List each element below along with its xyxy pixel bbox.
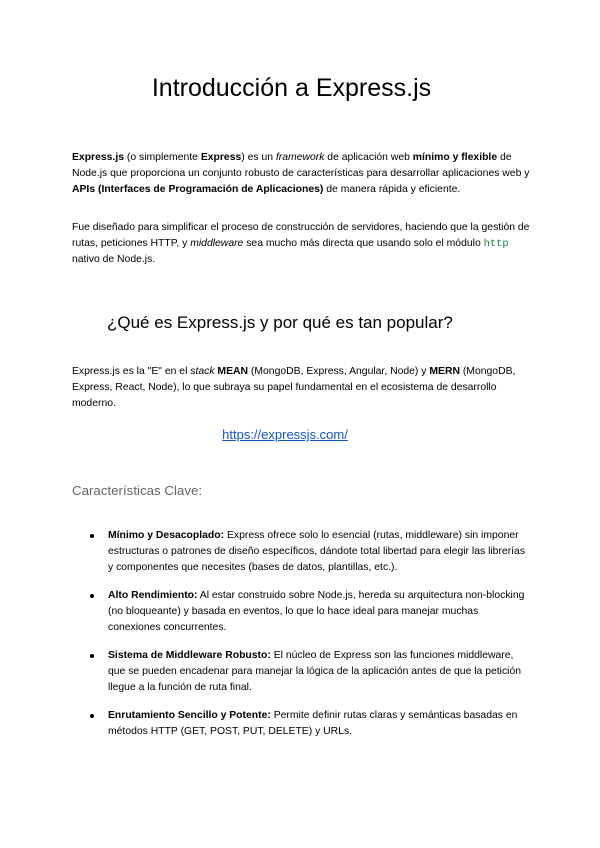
intro-italic-framework: framework [275, 152, 325, 163]
feature-list-item [108, 528, 528, 576]
bullet-icon [90, 654, 94, 658]
design-text: nativo de Node.js. [72, 254, 156, 265]
feature-text: Permite definir rutas claras y semánticas basadas en métodos HTTP (GET, POST, PUT, DELETE) y URLs. [108, 710, 518, 737]
popular-bold-mean: MEAN [217, 366, 249, 377]
intro-text: de aplicación web [324, 152, 413, 163]
intro-bold-expressjs: Express.js [72, 152, 124, 163]
popular-italic-stack: stack [190, 366, 215, 377]
design-text: sea mucho más directa que usando solo el módulo [243, 238, 484, 249]
intro-bold-express: Express [200, 152, 242, 163]
bullet-icon [90, 594, 94, 598]
intro-bold-apis: APIs (Interfaces de Programación de Aplicaciones) [72, 184, 324, 195]
features-heading: Características Clave: [72, 483, 203, 498]
feature-list-item [108, 588, 528, 636]
popular-bold-mern: MERN [429, 366, 460, 377]
feature-text: Express ofrece solo lo esencial (rutas, middleware) sin imponer estructuras o patrones de diseño específicos, dándote total libertad para elegir las librerías y componentes que necesites (bases de datos, plantillas, etc.). [108, 530, 526, 573]
intro-text: de Node.js que proporciona un conjunto robusto de características para desarrollar aplicaciones web y [72, 152, 530, 179]
feature-label: Alto Rendimiento: [108, 590, 198, 601]
page-title: Introducción a Express.js [151, 74, 432, 102]
intro-paragraph [72, 150, 530, 198]
bullet-icon [90, 714, 94, 718]
popular-text: (MongoDB, Express, React, Node), lo que subraya su papel fundamental en el ecosistema de desarrollo moderno. [72, 366, 516, 409]
popular-text: Express.js es la "E" en el [72, 366, 191, 377]
feature-list-item [108, 708, 528, 740]
design-italic-middleware: middleware [190, 238, 244, 249]
feature-label: Mínimo y Desacoplado: [108, 530, 225, 541]
intro-text: de manera rápida y eficiente. [323, 184, 461, 195]
expressjs-link[interactable]: https://expressjs.com/ [222, 427, 348, 442]
feature-list-item [108, 648, 528, 696]
feature-text: Al estar construido sobre Node.js, hereda su arquitectura non-blocking (no bloqueante) y basada en eventos, lo que lo hace ideal para manejar muchas conexiones concurrentes. [108, 590, 525, 633]
intro-text: (o simplemente [124, 152, 201, 163]
intro-bold-minimal: mínimo y flexible [412, 152, 498, 163]
feature-text: El núcleo de Express son las funciones middleware, que se pueden encadenar para manejar la lógica de la aplicación antes de que la petición llegue a la función de ruta final. [108, 650, 522, 693]
bullet-icon [90, 534, 94, 538]
feature-label: Sistema de Middleware Robusto: [108, 650, 271, 661]
code-http: http [483, 238, 509, 250]
section-heading-popular: ¿Qué es Express.js y por qué es tan popular? [107, 313, 453, 332]
popular-text: (MongoDB, Express, Angular, Node) y [248, 366, 430, 377]
feature-label: Enrutamiento Sencillo y Potente: [108, 710, 271, 721]
design-paragraph [72, 220, 530, 268]
design-text: Fue diseñado para simplificar el proceso de construcción de servidores, haciendo que la gestión de rutas, peticiones HTTP, y [72, 222, 530, 249]
intro-text: ) es un [241, 152, 276, 163]
popular-paragraph [72, 364, 530, 412]
